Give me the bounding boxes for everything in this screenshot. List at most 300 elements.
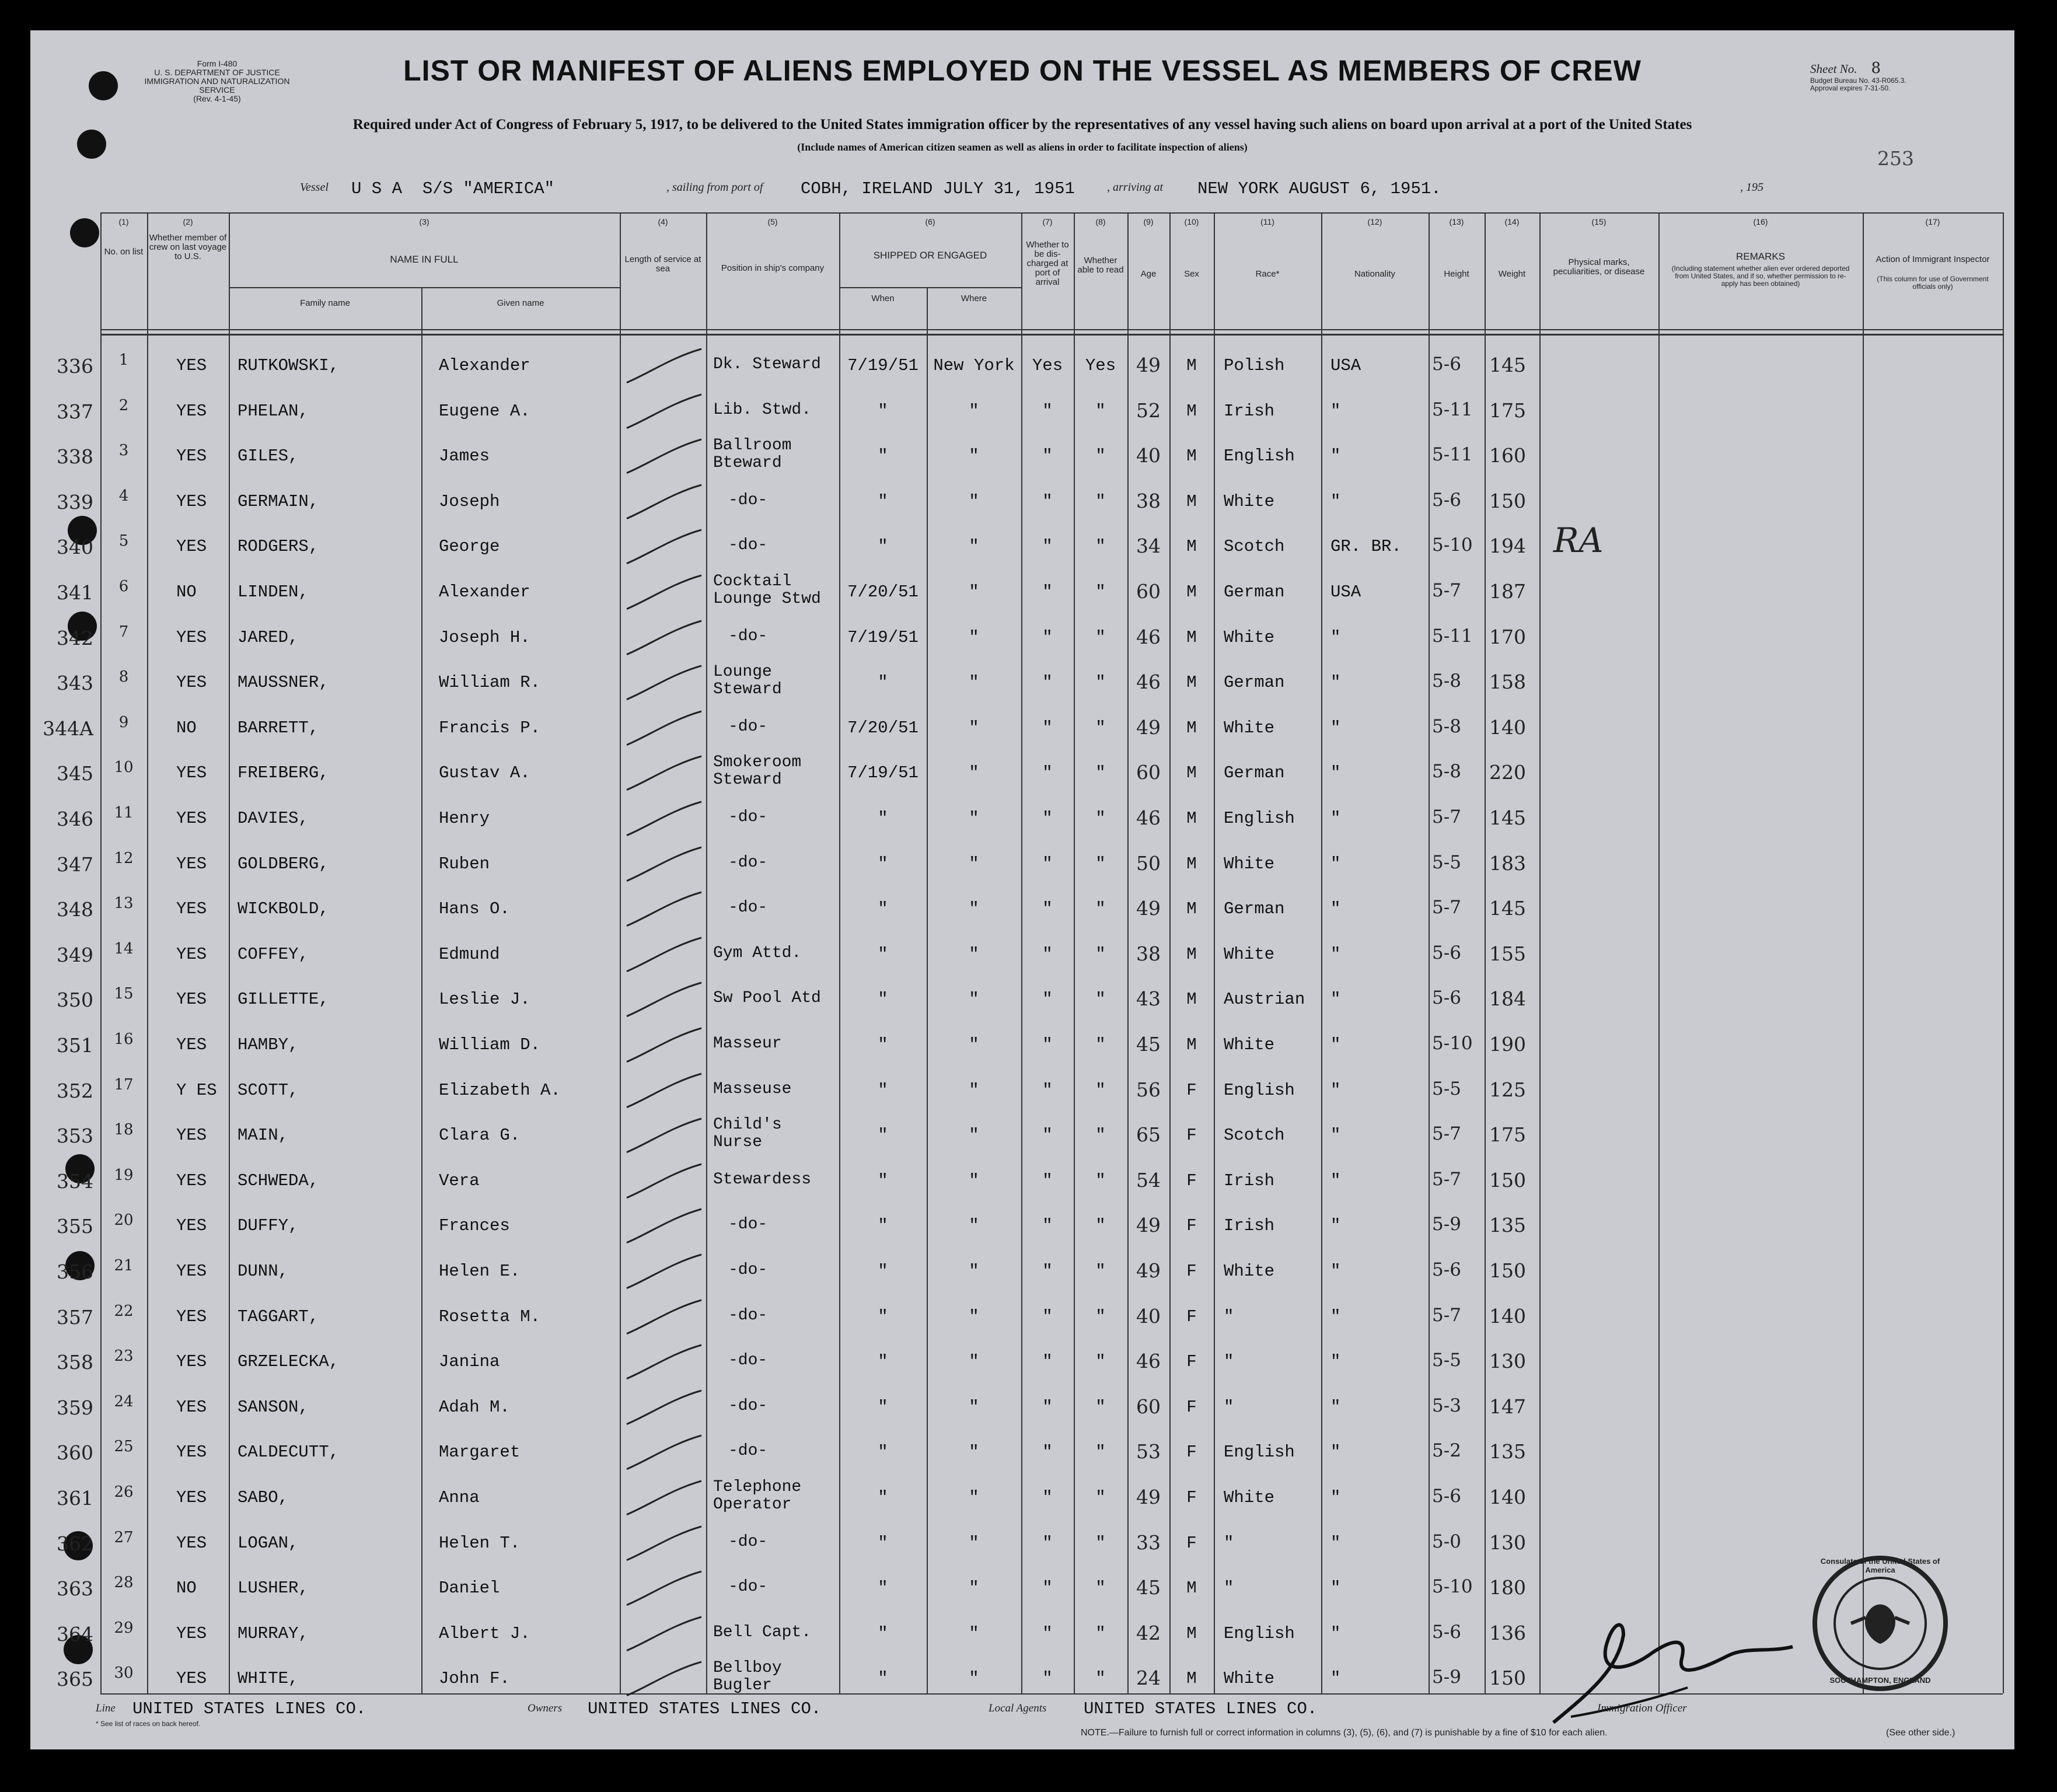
row-last-voyage: YES [176,1533,207,1553]
row-position-line: Bteward [713,454,782,473]
row-list-number: 28 [114,1574,134,1592]
row-age: 52 [1136,399,1161,422]
row-weight: 220 [1489,761,1526,784]
col1-label: No. on list [104,247,144,257]
row-age: 49 [1136,1259,1161,1282]
row-sex: F [1186,1216,1197,1236]
row-stamp-number: 346 [57,808,93,830]
row-shipped-when: " [878,1578,888,1598]
row-sex: M [1186,673,1197,693]
row-weight: 130 [1489,1350,1526,1373]
row-sex: M [1186,944,1197,964]
row-stamp-number: 357 [57,1305,93,1329]
table-row [30,391,2014,436]
row-given-name: Frances [439,1216,510,1236]
row-discharged: " [1042,1352,1053,1372]
row-race: White [1224,491,1275,511]
row-weight: 155 [1489,942,1526,965]
row-weight: 145 [1489,806,1526,829]
row-position [713,1035,782,1053]
row-age: 42 [1136,1621,1161,1644]
service-length-slash [620,979,706,1025]
sheet-label: Sheet No. [1810,62,1857,76]
row-family-name: COFFEY, [238,944,309,964]
row-sex: M [1186,537,1197,557]
owners-value: UNITED STATES LINES CO. [588,1699,822,1718]
row-shipped-when: " [878,401,888,421]
row-shipped-when: " [878,1442,888,1462]
row-able-to-read: " [1095,854,1106,874]
row-family-name: MAIN, [238,1126,289,1145]
row-able-to-read: " [1095,446,1106,466]
row-last-voyage: YES [176,1307,207,1326]
row-last-voyage: YES [176,899,207,919]
row-stamp-number: 342 [57,626,93,649]
owners-label: Owners [528,1702,563,1714]
row-able-to-read: " [1095,899,1106,919]
row-list-number: 18 [114,1121,134,1139]
table-row [30,1251,2014,1297]
row-stamp-number: 338 [57,445,93,469]
row-family-name: RODGERS, [238,537,319,557]
budget-bureau: Budget Bureau No. 43-R065.3. [1810,76,1906,85]
row-list-number: 24 [114,1392,134,1410]
sheet-number: 8 [1871,60,1881,77]
row-position [713,1624,811,1641]
row-discharged: " [1042,1126,1053,1145]
row-age: 49 [1136,715,1161,739]
service-length-slash [620,1070,706,1116]
row-position-line: Ballroom [713,436,792,455]
row-given-name: Adah M. [439,1397,510,1417]
row-list-number: 23 [114,1347,134,1365]
row-able-to-read: " [1095,673,1106,693]
row-last-voyage: YES [176,1216,207,1236]
row-shipped-where: " [969,537,979,557]
service-length-slash [620,1161,706,1206]
row-nationality: " [1330,1397,1341,1417]
row-weight: 184 [1489,987,1526,1011]
row-family-name: DUNN, [238,1262,289,1281]
row-position [713,1171,811,1189]
row-list-number: 16 [114,1031,134,1048]
table-row [30,572,2014,617]
row-last-voyage: NO [176,718,197,738]
row-family-name: DAVIES, [238,809,309,828]
service-length-slash [620,1206,706,1251]
table-row [30,526,2014,572]
row-height: 5-8 [1432,715,1461,737]
row-last-voyage: YES [176,944,207,964]
row-race: White [1224,1262,1275,1281]
row-weight: 170 [1489,625,1526,648]
row-shipped-where: " [969,809,979,828]
row-discharged: " [1042,673,1053,693]
row-position [713,1081,791,1098]
table-row [30,708,2014,753]
row-discharged: " [1042,1171,1053,1190]
row-race: English [1224,1623,1295,1643]
row-given-name: Anna [439,1488,480,1507]
row-able-to-read: " [1095,1623,1106,1643]
row-last-voyage: YES [176,1623,207,1643]
row-discharged: " [1042,1216,1053,1236]
row-weight: 160 [1489,444,1526,467]
row-age: 45 [1136,1033,1161,1056]
row-age: 38 [1136,942,1161,965]
row-age: 60 [1136,761,1161,784]
row-height: 5-8 [1432,761,1461,783]
row-position-line: Stewardess [713,1170,812,1189]
row-given-name: Joseph H. [439,627,530,647]
row-position-line: -do- [728,1442,768,1461]
row-shipped-when: " [878,899,888,919]
consulate-seal [1810,1553,1950,1693]
row-list-number: 15 [114,985,134,1003]
row-shipped-where: " [969,446,979,466]
row-position-line: -do- [728,1532,768,1551]
col1-num: (1) [118,217,129,226]
row-sex: M [1186,1578,1197,1598]
table-row [30,481,2014,527]
col12-num: (12) [1367,217,1382,226]
table-row [30,979,2014,1025]
service-length-slash [620,1115,706,1161]
row-position [713,1216,767,1234]
table-row [30,1387,2014,1433]
row-able-to-read: Yes [1085,356,1116,375]
row-position [713,990,821,1007]
row-list-number: 6 [118,578,129,595]
row-shipped-where: " [969,1442,979,1462]
row-shipped-where: " [969,899,979,919]
row-shipped-when: " [878,1035,888,1054]
manifest-sheet [30,30,2014,1749]
row-given-name: George [439,537,500,557]
row-shipped-where: " [969,1171,979,1190]
row-discharged: " [1042,1307,1053,1326]
row-weight: 190 [1489,1033,1526,1056]
row-shipped-where: New York [933,356,1015,375]
form-number: Form I-480 [197,59,238,68]
row-stamp-number: 344A [43,717,93,740]
table-row [30,1523,2014,1569]
row-shipped-where: " [969,1578,979,1598]
row-last-voyage: YES [176,854,207,874]
col3-num: (3) [419,217,429,226]
row-position-line: Sw Pool Atd [713,989,821,1008]
row-race: " [1224,1397,1234,1417]
service-length-slash [620,617,706,663]
row-weight: 135 [1489,1440,1526,1463]
row-discharged: " [1042,627,1053,647]
row-shipped-where: " [969,1533,979,1553]
row-given-name: James [439,446,490,466]
service: IMMIGRATION AND NATURALIZATION SERVICE [144,76,290,95]
row-given-name: Alexander [439,356,530,375]
line-label: Line [96,1702,116,1714]
row-race: White [1224,1669,1275,1689]
row-last-voyage: YES [176,537,207,557]
row-weight: 150 [1489,489,1526,512]
row-given-name: Vera [439,1171,480,1190]
service-length-slash [620,1387,706,1433]
row-able-to-read: " [1095,582,1106,602]
row-list-number: 26 [114,1483,134,1501]
table-row [30,436,2014,481]
row-sex: M [1186,356,1197,375]
row-shipped-where: " [969,627,979,647]
row-stamp-number: 356 [57,1260,93,1283]
col17-label: Action of Immigrant Inspector [1876,254,1990,264]
service-length-slash [620,1297,706,1342]
row-position-line: -do- [728,1396,768,1415]
row-position [713,945,801,962]
row-position [713,899,767,917]
row-sex: M [1186,446,1197,466]
row-given-name: Albert J. [439,1623,530,1643]
row-given-name: Helen T. [439,1533,521,1553]
row-height: 5-9 [1432,1214,1461,1235]
row-position [713,1352,767,1370]
row-shipped-where: " [969,1216,979,1236]
row-shipped-when: " [878,1307,888,1326]
row-shipped-when: " [878,1216,888,1236]
col2-num: (2) [183,217,193,226]
row-race: White [1224,627,1275,647]
col16-label: REMARKS [1735,251,1786,262]
table-row [30,345,2014,391]
row-weight: 175 [1489,399,1526,422]
row-position-line: -do- [728,808,768,826]
row-able-to-read: " [1095,990,1106,1009]
row-position-line: -do- [728,1578,768,1597]
row-height: 5-6 [1432,489,1461,511]
table-row [30,934,2014,980]
remark-initials: RA [1553,521,1604,560]
row-nationality: " [1330,763,1341,783]
row-race: White [1224,718,1275,738]
row-height: 5-10 [1432,535,1473,556]
service-length-slash [620,391,706,436]
row-stamp-number: 359 [57,1396,93,1419]
row-list-number: 8 [118,668,129,686]
row-stamp-number: 360 [57,1441,93,1465]
service-length-slash [620,1658,706,1704]
row-race: German [1224,582,1285,602]
row-discharged: " [1042,1442,1053,1462]
row-weight: 150 [1489,1259,1526,1282]
row-weight: 130 [1489,1531,1526,1554]
row-list-number: 3 [118,442,129,460]
col14-label: Weight [1498,269,1526,279]
service-length-slash [620,1251,706,1297]
table-hline [100,334,2003,336]
row-stamp-number: 340 [57,536,93,559]
row-able-to-read: " [1095,1126,1106,1145]
row-nationality: " [1330,1578,1341,1598]
row-discharged: " [1042,1080,1053,1100]
row-nationality: " [1330,1216,1341,1236]
row-position [713,1116,782,1151]
row-shipped-where: " [969,1352,979,1372]
row-list-number: 4 [118,487,129,505]
row-height: 5-3 [1432,1395,1461,1416]
row-able-to-read: " [1095,627,1106,647]
row-sex: F [1186,1533,1197,1553]
row-age: 24 [1136,1667,1161,1690]
row-list-number: 30 [114,1664,134,1682]
col3-family: Family name [300,298,350,308]
row-height: 5-6 [1432,354,1461,375]
table-row [30,1161,2014,1206]
service-length-slash [620,753,706,798]
footer-note: NOTE.—Failure to furnish full or correct information in columns (3), (5), (6), and (7) is punishable by a fine of $10 for each alien. [1081,1728,1608,1738]
row-position-line: -do- [728,717,768,736]
row-sex: M [1186,718,1197,738]
row-position [713,628,767,645]
row-last-voyage: Y ES [176,1080,217,1100]
row-nationality: " [1330,899,1341,919]
approval-expiry: Approval expires 7-31-50. [1810,84,1891,92]
row-shipped-where: " [969,1080,979,1100]
row-position [713,492,767,509]
row-race: German [1224,763,1285,783]
row-position-line: Bellboy [713,1659,782,1678]
row-able-to-read: " [1095,1442,1106,1462]
row-position [713,1578,767,1596]
row-nationality: " [1330,944,1341,964]
row-weight: 175 [1489,1123,1526,1147]
row-shipped-when: " [878,446,888,466]
service-length-slash [620,1025,706,1070]
row-age: 46 [1136,670,1161,694]
row-race: Scotch [1224,537,1285,557]
row-sex: F [1186,1397,1197,1417]
row-able-to-read: " [1095,491,1106,511]
service-length-slash [620,662,706,708]
row-family-name: GILLETTE, [238,990,329,1009]
row-shipped-when: " [878,1352,888,1372]
row-shipped-where: " [969,401,979,421]
row-nationality: " [1330,990,1341,1009]
row-able-to-read: " [1095,1533,1106,1553]
row-height: 5-6 [1432,987,1461,1009]
service-length-slash [620,345,706,391]
row-height: 5-6 [1432,1259,1461,1280]
row-sex: M [1186,627,1197,647]
table-row [30,753,2014,798]
row-sex: M [1186,582,1197,602]
row-discharged: " [1042,1533,1053,1553]
row-sex: F [1186,1488,1197,1507]
row-family-name: LINDEN, [238,582,309,602]
row-height: 5-7 [1432,1304,1461,1326]
row-stamp-number: 364 [57,1622,93,1646]
row-position-line: Cocktail [713,572,792,591]
row-family-name: GILES, [238,446,299,466]
row-discharged: " [1042,718,1053,738]
row-family-name: MAUSSNER, [238,673,329,693]
row-stamp-number: 353 [57,1124,93,1148]
row-family-name: MURRAY, [238,1623,309,1643]
row-age: 49 [1136,1214,1161,1237]
row-family-name: SANSON, [238,1397,309,1417]
row-family-name: LUSHER, [238,1578,309,1598]
row-stamp-number: 336 [57,355,93,378]
row-able-to-read: " [1095,1216,1106,1236]
row-race: Irish [1224,401,1275,421]
row-family-name: SABO, [238,1488,289,1507]
row-family-name: WHITE, [238,1669,299,1689]
row-height: 5-6 [1432,942,1461,963]
row-position-line: -do- [728,536,768,555]
row-family-name: DUFFY, [238,1216,299,1236]
row-shipped-where: " [969,582,979,602]
row-last-voyage: YES [176,990,207,1009]
row-age: 54 [1136,1168,1161,1192]
row-height: 5-7 [1432,1123,1461,1145]
row-nationality: " [1330,1352,1341,1372]
table-row [30,1297,2014,1342]
row-list-number: 22 [114,1302,134,1320]
row-list-number: 27 [114,1528,134,1546]
table-hline [229,287,620,288]
row-height: 5-6 [1432,1486,1461,1507]
row-family-name: SCHWEDA, [238,1171,319,1190]
row-stamp-number: 345 [57,762,93,785]
row-sex: M [1186,491,1197,511]
row-list-number: 2 [118,396,129,414]
row-position [713,401,811,419]
row-shipped-where: " [969,491,979,511]
row-given-name: Rosetta M. [439,1307,541,1326]
row-shipped-when: 7/19/51 [847,763,919,783]
row-age: 60 [1136,1395,1161,1418]
row-discharged: Yes [1032,356,1063,375]
row-given-name: Leslie J. [439,990,530,1009]
row-shipped-when: 7/19/51 [847,627,919,647]
col12-label: Nationality [1354,269,1396,279]
row-sex: F [1186,1171,1197,1190]
row-position-line: Masseuse [713,1080,792,1098]
row-weight: 140 [1489,715,1526,739]
row-sex: M [1186,1623,1197,1643]
table-row [30,844,2014,889]
row-able-to-read: " [1095,537,1106,557]
row-nationality: " [1330,673,1341,693]
row-shipped-when: " [878,1397,888,1417]
row-shipped-when: " [878,1171,888,1190]
service-length-slash [620,934,706,980]
row-position-line: Bell Capt. [713,1623,812,1641]
sailing-port: COBH, IRELAND JULY 31, 1951 [801,179,1075,198]
table-row [30,1206,2014,1251]
row-list-number: 9 [118,713,129,731]
row-sex: M [1186,809,1197,828]
row-last-voyage: YES [176,1669,207,1689]
row-height: 5-10 [1432,1033,1473,1054]
table-hline [100,329,2003,330]
row-list-number: 13 [114,895,134,913]
row-nationality: " [1330,1126,1341,1145]
row-position [713,356,821,373]
row-stamp-number: 349 [57,943,93,966]
col6-label: SHIPPED OR ENGAGED [873,250,987,261]
row-age: 56 [1136,1078,1161,1101]
row-able-to-read: " [1095,1262,1106,1281]
col17-num: (17) [1925,217,1940,226]
